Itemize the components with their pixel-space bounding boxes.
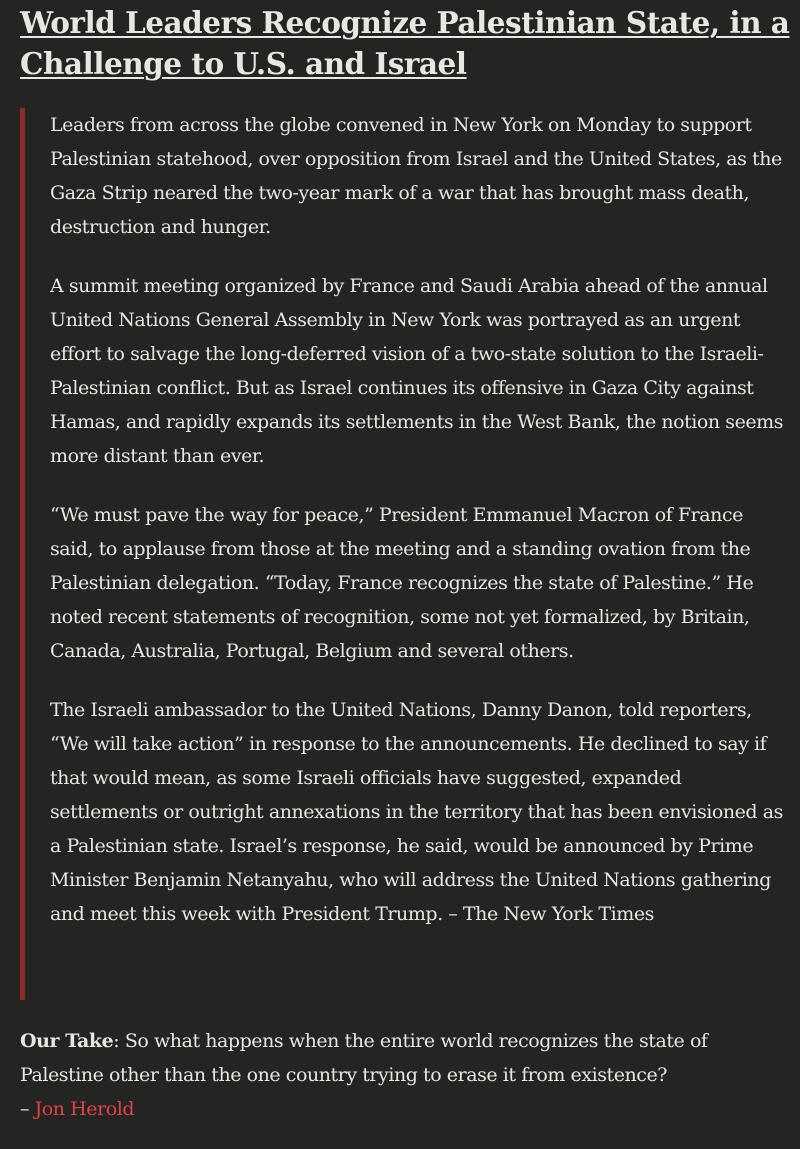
our-take-label: Our Take: [20, 1030, 114, 1052]
headline-link[interactable]: World Leaders Recognize Palestinian State, in a Challenge to U.S. and Israel: [20, 5, 790, 81]
author-dash: –: [20, 1098, 35, 1120]
quote-paragraph-2: A summit meeting organized by France and Saudi Arabia ahead of the annual United Nations General Assembly in New York was portrayed as an urgent effort to salvage the long-deferred vision of a two-state solution to the Israeli-Palestinian conflict. But as Israel continues its offensive in Gaza City against Hamas, and rapidly expands its settlements in the West Bank, the notion seems more distant than ever.: [50, 275, 784, 467]
our-take-paragraph: [20, 1024, 790, 1126]
author-link[interactable]: Jon Herold: [34, 1098, 135, 1120]
quote-paragraph-3: “We must pave the way for peace,” President Emmanuel Macron of France said, to applause from those at the meeting and a standing ovation from the Palestinian delegation. “Today, France recognizes the state of Palestine.” He noted recent statements of recognition, some not yet formalized, by Britain, Canada, Australia, Portugal, Belgium and several others.: [50, 504, 754, 662]
quote-paragraph-1: Leaders from across the globe convened in New York on Monday to support Palestinian statehood, over opposition from Israel and the United States, as the Gaza Strip neared the two-year mark of a war that has brought mass death, destruction and hunger.: [50, 114, 782, 238]
our-take-text: : So what happens when the entire world recognizes the state of Palestine other than the one country trying to erase it from existence?: [20, 1030, 708, 1086]
article-blockquote: [20, 108, 790, 1000]
quote-paragraph-4: The Israeli ambassador to the United Nations, Danny Danon, told reporters, “We will take action” in response to the announcements. He declined to say if that would mean, as some Israeli officials have suggested, expanded settlements or outright annexations in the territory that has been envisioned as a Palestinian state. Israel’s response, he said, would be announced by Prime Minister Benjamin Netanyahu, who will address the United Nations gathering and meet this week with President Trump. – The New York Times: [50, 699, 783, 925]
